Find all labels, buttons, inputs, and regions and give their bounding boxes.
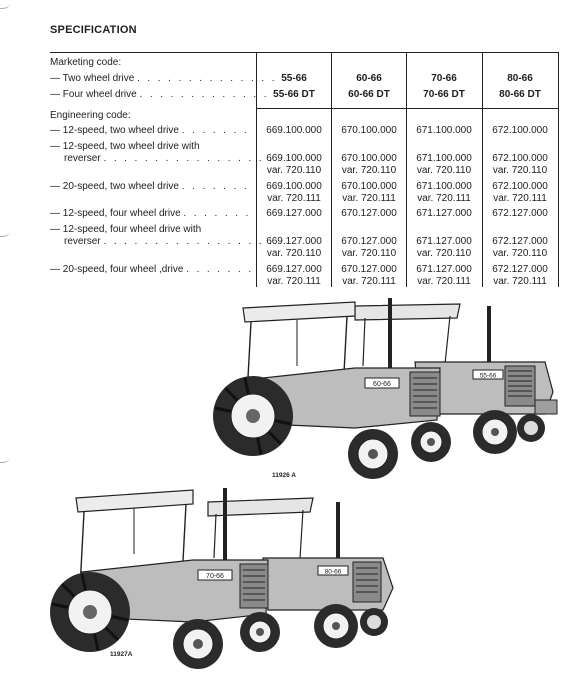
engineering-code: 669.127.000 — [266, 264, 322, 275]
engineering-code: 670.100.000 — [341, 153, 397, 164]
engineering-code: 669.100.000 — [266, 125, 322, 136]
engineering-row-label: — 20-speed, four wheel ,drive . . . . . . . — [50, 264, 254, 275]
variant-code: var. 720.111 — [267, 276, 321, 287]
figure-number: 11926 A — [272, 472, 296, 479]
variant-code: var. 720.111 — [417, 193, 471, 204]
table-divider — [558, 52, 559, 287]
engineering-code: 671.100.000 — [416, 181, 472, 192]
engineering-code: 669.127.000 — [266, 208, 322, 219]
engineering-code: 672.100.000 — [492, 181, 548, 192]
engineering-row-label: — 12-speed, two wheel drive . . . . . . . — [50, 125, 250, 136]
engineering-code: 671.127.000 — [416, 236, 472, 247]
variant-code: var. 720.111 — [493, 193, 547, 204]
engineering-code: 672.127.000 — [492, 236, 548, 247]
model-code: 80-66 — [507, 73, 533, 84]
badge-front-1: 60-66 — [373, 381, 391, 388]
variant-code: var. 720.111 — [417, 276, 471, 287]
engineering-code: 670.127.000 — [341, 236, 397, 247]
punch-hole — [0, 226, 10, 237]
variant-code: var. 720.110 — [492, 165, 548, 176]
engineering-code: 672.100.000 — [492, 125, 548, 136]
engineering-code: 670.100.000 — [341, 181, 397, 192]
variant-code: var. 720.110 — [416, 165, 472, 176]
model-code: 70-66 DT — [423, 89, 465, 100]
punch-hole — [0, 452, 10, 463]
marketing-row-label: — Four wheel drive . . . . . . . . . . . . . — [50, 89, 269, 100]
model-code: 60-66 DT — [348, 89, 390, 100]
variant-code: var. 720.111 — [342, 193, 396, 204]
variant-code: var. 720.111 — [342, 276, 396, 287]
figure-number: 11927A — [110, 651, 133, 658]
variant-code: var. 720.110 — [492, 248, 548, 259]
engineering-code: 670.100.000 — [341, 125, 397, 136]
tractor-illustration-2 — [48, 488, 403, 673]
engineering-code: 669.100.000 — [266, 153, 322, 164]
engineering-code: 671.127.000 — [416, 208, 472, 219]
engineering-code: 671.100.000 — [416, 125, 472, 136]
engineering-code: 669.100.000 — [266, 181, 322, 192]
marketing-heading: Marketing code: — [50, 57, 122, 68]
variant-code: var. 720.110 — [266, 165, 322, 176]
engineering-row-label: — 12-speed, two wheel drive with reverser . . . . . . . . . . . . . . . . . — [50, 141, 275, 164]
variant-code: var. 720.110 — [266, 248, 322, 259]
variant-code: var. 720.111 — [493, 276, 547, 287]
badge-rear-1: 55-66 — [479, 372, 497, 380]
model-code: 80-66 DT — [499, 89, 541, 100]
marketing-row-label: — Two wheel drive . . . . . . . . . . . . . . — [50, 73, 277, 84]
engineering-code: 672.127.000 — [492, 264, 548, 275]
variant-code: var. 720.110 — [341, 165, 397, 176]
tractor-front — [50, 488, 280, 669]
engineering-heading: Engineering code: — [50, 110, 131, 121]
engineering-code: 671.127.000 — [416, 264, 472, 275]
model-code: 70-66 — [431, 73, 457, 84]
table-codes-rule — [256, 108, 559, 109]
model-code: 55-66 DT — [273, 89, 315, 100]
page-title: SPECIFICATION — [50, 24, 137, 36]
engineering-code: 671.100.000 — [416, 153, 472, 164]
variant-code: var. 720.111 — [267, 193, 321, 204]
engineering-row-label: — 20-speed, two wheel drive . . . . . . . — [50, 181, 250, 192]
model-code: 55-66 — [281, 73, 307, 84]
engineering-code: 670.127.000 — [341, 264, 397, 275]
engineering-code: 672.127.000 — [492, 208, 548, 219]
punch-hole — [0, 0, 10, 9]
engineering-code: 672.100.000 — [492, 153, 548, 164]
tractor-illustration-1 — [205, 296, 565, 488]
variant-code: var. 720.110 — [341, 248, 397, 259]
engineering-code: 669.127.000 — [266, 236, 322, 247]
engineering-row-label: — 12-speed, four wheel drive . . . . . . . — [50, 208, 251, 219]
badge-rear-2: 80-66 — [324, 568, 342, 576]
engineering-code: 670.127.000 — [341, 208, 397, 219]
tractor-front — [213, 298, 451, 479]
badge-front-2: 70-66 — [206, 573, 224, 580]
model-code: 60-66 — [356, 73, 382, 84]
variant-code: var. 720.110 — [416, 248, 472, 259]
engineering-row-label: — 12-speed, four wheel drive with reverser . . . . . . . . . . . . . . . . . — [50, 224, 275, 247]
